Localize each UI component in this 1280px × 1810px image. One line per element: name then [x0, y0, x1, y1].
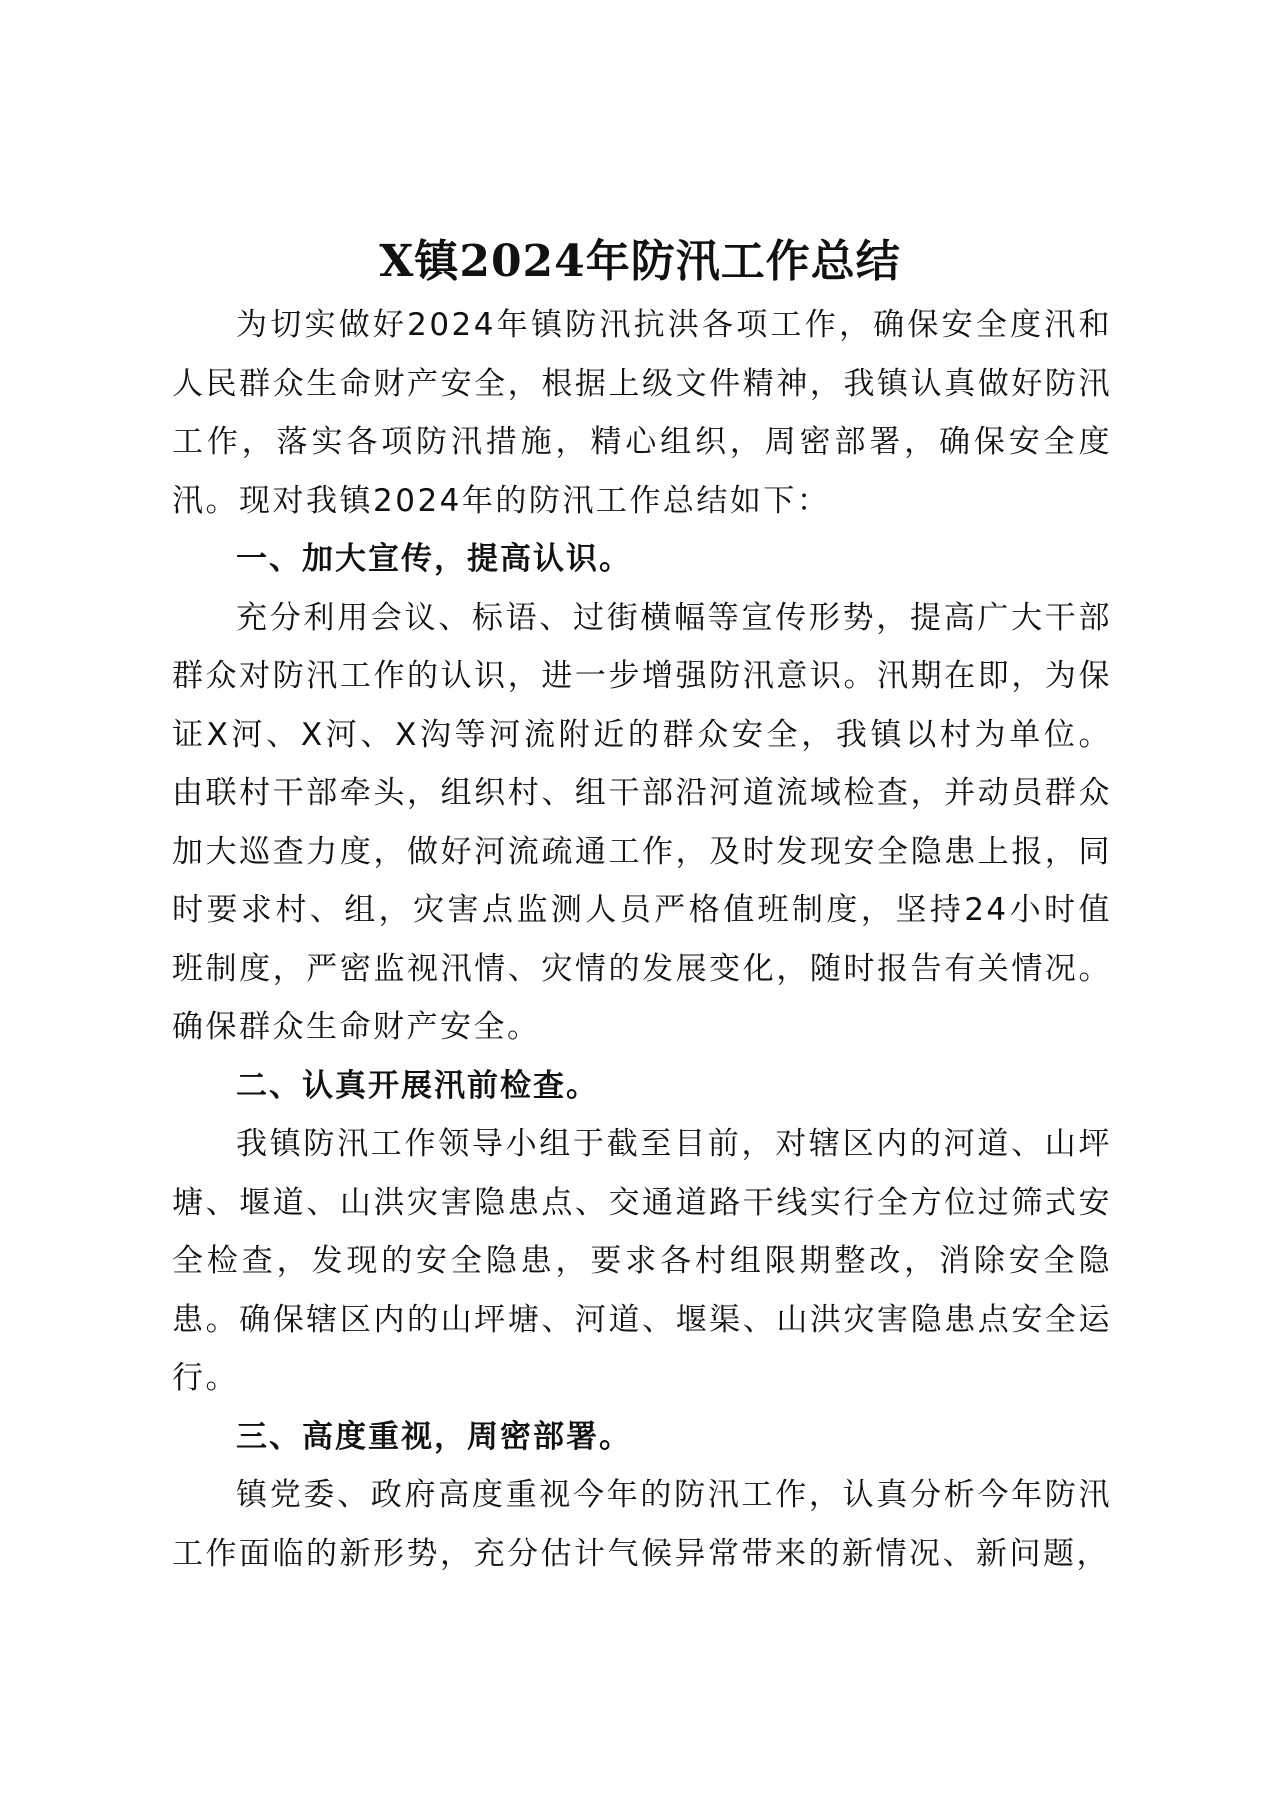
section-paragraph-1: 充分利用会议、标语、过街横幅等宣传形势，提高广大干部群众对防汛工作的认识，进一步增强防汛意识。汛期在即，为保证X河、X河、X沟等河流附近的群众安全，我镇以村为单位。由联村干部牵头，组织村、组干部沿河道流域检查，并动员群众加大巡查力度，做好河流疏通工作，及时发现安全隐患上报，同时要求村、组，灾害点监测人员严格值班制度，坚持24小时值班制度，严密监视汛情、灾情的发展变化，随时报告有关情况。确保群众生命财产安全。	[172, 599, 1112, 1045]
section-paragraph-3: 镇党委、政府高度重视今年的防汛工作，认真分析今年防汛工作面临的新形势，充分估计气候异常带来的新情况、新问题，	[172, 1477, 1112, 1572]
document-body	[172, 296, 1112, 1583]
section-heading-3: 三、高度重视，周密部署。	[236, 1418, 632, 1455]
document-title: X镇2024年防汛工作总结	[379, 236, 901, 287]
intro-paragraph: 为切实做好2024年镇防汛抗洪各项工作，确保安全度汛和人民群众生命财产安全，根据上级文件精神，我镇认真做好防汛工作，落实各项防汛措施，精心组织，周密部署，确保安全度汛。现对我镇2024年的防汛工作总结如下：	[172, 307, 1112, 519]
section-heading-2: 二、认真开展汛前检查。	[236, 1067, 599, 1104]
section-heading-1: 一、加大宣传，提高认识。	[236, 541, 632, 577]
section-paragraph-2: 我镇防汛工作领导小组于截至目前，对辖区内的河道、山坪塘、堰道、山洪灾害隐患点、交通道路干线实行全方位过筛式安全检查，发现的安全隐患，要求各村组限期整改，消除安全隐患。确保辖区内的山坪塘、河道、堰渠、山洪灾害隐患点安全运行。	[172, 1126, 1112, 1396]
